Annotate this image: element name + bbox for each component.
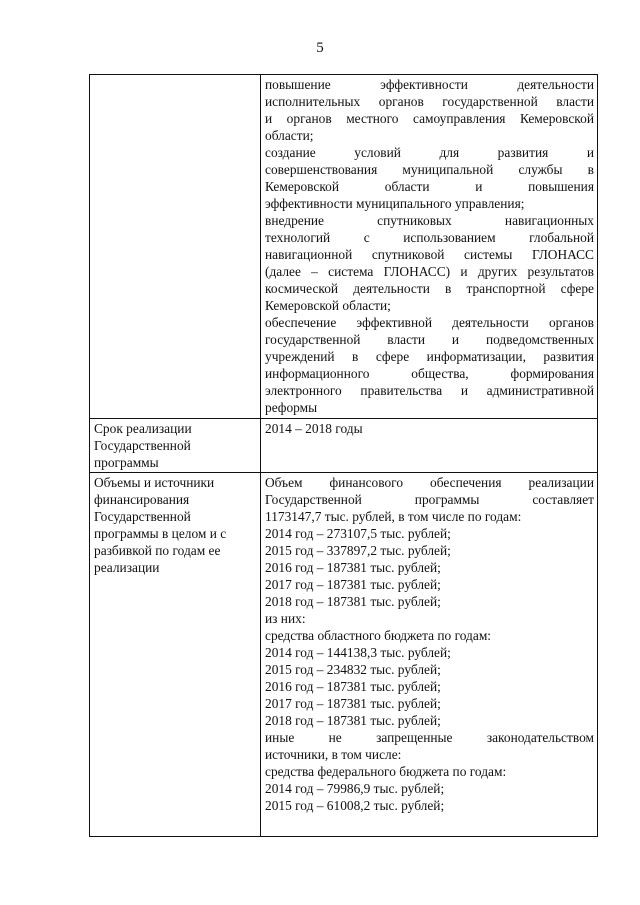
text-line: Объем финансового обеспечения реализации [265, 475, 594, 490]
text-line: государственной власти и подведомственных [265, 332, 594, 347]
text-line: 2017 год – 187381 тыс. рублей; [265, 577, 441, 592]
table-row-funding [90, 473, 598, 837]
label-line: реализации [94, 560, 160, 575]
text-line: области; [265, 128, 314, 143]
label-line: Государственной [94, 438, 191, 453]
text-line: учреждений в сфере информатизации, развития [265, 349, 594, 364]
text-line: информационного общества, формирования [265, 366, 594, 381]
text-line: 2018 год – 187381 тыс. рублей; [265, 713, 441, 728]
label-line: Срок реализации [94, 421, 192, 436]
text-line: космической деятельности в транспортной сфере [265, 281, 594, 296]
text-line: Кемеровской области; [265, 298, 391, 313]
text-line: 2018 год – 187381 тыс. рублей; [265, 594, 441, 609]
text-line: 2015 год – 234832 тыс. рублей; [265, 662, 441, 677]
table-row-goals [90, 75, 598, 419]
label-cell [90, 75, 261, 419]
text-line: совершенствования муниципальной службы в [265, 162, 594, 177]
text-line: 1173147,7 тыс. рублей, в том числе по годам: [265, 509, 522, 524]
text-line: средства областного бюджета по годам: [265, 628, 492, 643]
text-line: внедрение спутниковых навигационных [265, 213, 594, 228]
text-line: 2015 год – 337897,2 тыс. рублей; [265, 543, 451, 558]
text-line: иные не запрещенные законодательством [265, 730, 594, 745]
label-line: программы в целом и с [94, 526, 227, 541]
table-row-timeline [90, 419, 598, 473]
label-cell [90, 419, 261, 473]
text-line: 2014 год – 273107,5 тыс. рублей; [265, 526, 451, 541]
content-cell [261, 473, 598, 837]
text-line: повышение эффективности деятельности [265, 77, 594, 92]
text-line: 2015 год – 61008,2 тыс. рублей; [265, 798, 445, 813]
text-line: из них: [265, 611, 306, 626]
text-line: технологий с использованием глобальной [265, 230, 594, 245]
label-cell [90, 473, 261, 837]
text-line: и органов местного самоуправления Кемеровской [265, 111, 594, 126]
text-line: исполнительных органов государственной власти [265, 94, 594, 109]
text-line: создание условий для развития и [265, 145, 594, 160]
text-line: 2016 год – 187381 тыс. рублей; [265, 679, 441, 694]
text-line: эффективности муниципального управления; [265, 196, 525, 211]
text-line: Государственной программы составляет [265, 492, 594, 507]
text-line: навигационной спутниковой системы ГЛОНАСС [265, 247, 594, 262]
label-line: программы [94, 455, 159, 470]
text-line: средства федерального бюджета по годам: [265, 764, 507, 779]
text-line: Кемеровской области и повышения [265, 179, 594, 194]
text-line: электронного правительства и административной [265, 383, 594, 398]
content-cell [261, 75, 598, 419]
text-line: 2017 год – 187381 тыс. рублей; [265, 696, 441, 711]
text-line: 2014 год – 79986,9 тыс. рублей; [265, 781, 445, 796]
text-line: обеспечение эффективной деятельности органов [265, 315, 594, 330]
text-line: 2016 год – 187381 тыс. рублей; [265, 560, 441, 575]
program-passport-table [89, 74, 598, 837]
text-line: реформы [265, 400, 318, 415]
label-line: Объемы и источники [94, 475, 215, 490]
content-cell [261, 419, 598, 473]
page-number: 5 [316, 40, 324, 56]
text-line: 2014 год – 144138,3 тыс. рублей; [265, 645, 451, 660]
label-line: финансирования [94, 492, 190, 507]
label-line: Государственной [94, 509, 191, 524]
text-line: (далее – система ГЛОНАСС) и других результатов [265, 264, 594, 279]
text-line: источники, в том числе: [265, 747, 402, 762]
text-line: 2014 – 2018 годы [265, 421, 363, 436]
label-line: разбивкой по годам ее [94, 543, 221, 558]
